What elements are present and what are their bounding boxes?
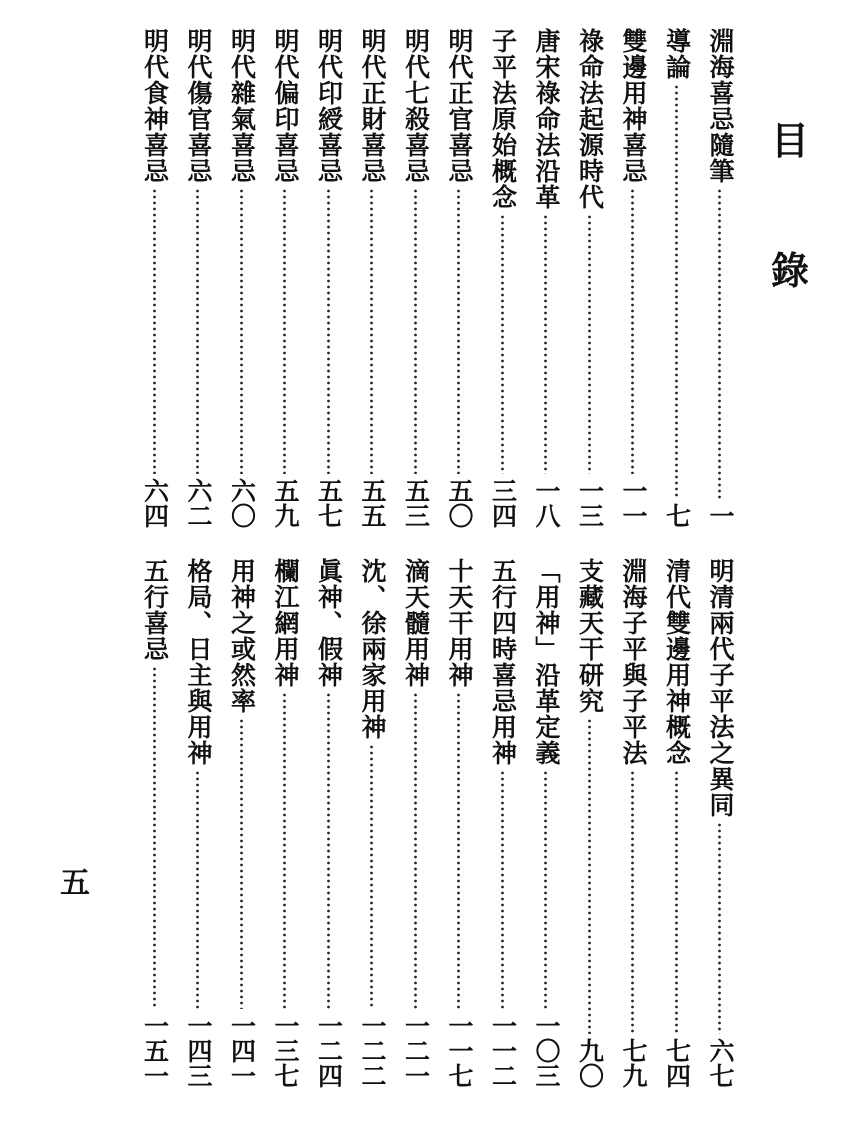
toc-dot-leader: [327, 692, 330, 1009]
toc-entry-title: 明代七殺喜忌: [401, 28, 431, 184]
toc-entry-page: 六四: [140, 478, 170, 528]
toc-entry: [439, 28, 479, 528]
toc-dot-leader: [153, 188, 156, 474]
toc-entry: [700, 28, 740, 528]
toc-entry-page: 一一: [619, 478, 648, 528]
toc-entry: [613, 558, 653, 1088]
toc-heading-char-1: 目: [770, 119, 809, 163]
toc-entry: [309, 28, 349, 528]
toc-entry-page: 一二二: [358, 1013, 387, 1088]
toc-entry-page: 六二: [184, 478, 213, 528]
toc-entry-page: 一四三: [184, 1013, 213, 1088]
toc-entry-title: 唐宋祿命法沿革: [532, 28, 561, 210]
toc-entry-title: 眞神、假神: [314, 558, 344, 688]
toc-entry-page: 六七: [706, 1038, 735, 1088]
toc-dot-leader: [370, 188, 373, 474]
toc-entry-title: 「用神」沿革定義: [532, 558, 561, 766]
toc-dot-leader: [631, 770, 634, 1034]
toc-entry-page: 一五一: [140, 1013, 170, 1088]
toc-entry-title: 明代雜氣喜忌: [227, 28, 257, 184]
toc-entry: [657, 558, 697, 1088]
toc-entry-page: 五三: [401, 478, 431, 528]
toc-dot-leader: [544, 214, 547, 474]
toc-dot-leader: [501, 770, 504, 1009]
toc-dot-leader: [283, 188, 286, 474]
toc-entry-title: 明代印綬喜忌: [314, 28, 344, 184]
toc-entry: [178, 28, 218, 528]
toc-entry-title: 明代傷官喜忌: [184, 28, 213, 184]
toc-entry: [613, 28, 653, 528]
toc-entry: [135, 28, 175, 528]
toc-dot-leader: [240, 188, 243, 474]
toc-entry-title: 支藏天干研究: [575, 558, 605, 714]
toc-entry: [135, 558, 175, 1088]
toc-entry-page: 一: [706, 503, 735, 528]
toc-entry: [265, 558, 305, 1088]
toc-dot-leader: [675, 84, 678, 499]
toc-entry-page: 一二四: [314, 1013, 344, 1088]
toc-entry-page: 五九: [271, 478, 300, 528]
toc-dot-leader: [240, 718, 243, 1009]
toc-entry-title: 格局、日主與用神: [184, 558, 213, 766]
toc-dot-leader: [153, 666, 156, 1009]
toc-entry-title: 導論: [662, 28, 692, 80]
toc-entry-title: 祿命法起源時代: [575, 28, 605, 210]
toc-entry-page: 一四一: [227, 1013, 257, 1088]
toc-entry-title: 淵海子平與子平法: [619, 558, 648, 766]
toc-dot-leader: [718, 822, 721, 1034]
toc-entry-page: 五七: [314, 478, 344, 528]
toc-dot-leader: [414, 692, 417, 1009]
toc-entry: [178, 558, 218, 1088]
toc-entry: [439, 558, 479, 1088]
toc-entry-page: 三四: [488, 478, 518, 528]
toc-entry: [222, 558, 262, 1088]
toc-dot-leader: [457, 692, 460, 1009]
toc-entry-title: 明代食神喜忌: [140, 28, 170, 184]
toc-entry-title: 滴天髓用神: [401, 558, 431, 688]
toc-section-top: [0, 28, 860, 528]
toc-entry-page: 一三: [575, 478, 605, 528]
toc-entry-page: 六〇: [227, 478, 257, 528]
toc-dot-leader: [631, 188, 634, 474]
toc-dot-leader: [414, 188, 417, 474]
toc-entry-title: 五行四時喜忌用神: [488, 558, 518, 766]
toc-section-bottom: [0, 558, 860, 1088]
toc-entry-title: 清代雙邊用神概念: [662, 558, 692, 766]
toc-entry: [483, 558, 523, 1088]
toc-entry: [396, 558, 436, 1088]
toc-entry-page: 五〇: [445, 478, 474, 528]
toc-dot-leader: [544, 770, 547, 1009]
toc-entry: [483, 28, 523, 528]
toc-heading-char-2: 錄: [770, 249, 809, 293]
toc-entry: [396, 28, 436, 528]
toc-entry-page: 五五: [358, 478, 387, 528]
toc-entry-title: 明清兩代子平法之異同: [706, 558, 735, 818]
toc-entry: [526, 558, 566, 1088]
toc-dot-leader: [588, 214, 591, 474]
toc-entry-page: 一二一: [401, 1013, 431, 1088]
toc-entry: [309, 558, 349, 1088]
page-number: 五: [60, 866, 90, 901]
toc-dot-leader: [196, 770, 199, 1009]
toc-dot-leader: [196, 188, 199, 474]
toc-entry-title: 十天干用神: [445, 558, 474, 688]
toc-entry-title: 明代偏印喜忌: [271, 28, 300, 184]
toc-entry: [352, 28, 392, 528]
toc-dot-leader: [327, 188, 330, 474]
toc-entry-title: 用神之或然率: [227, 558, 257, 714]
toc-dot-leader: [283, 692, 286, 1009]
toc-entry: [265, 28, 305, 528]
toc-entry-page: 一一二: [488, 1013, 518, 1088]
toc-entry: [222, 28, 262, 528]
toc-entry-title: 欄江網用神: [271, 558, 300, 688]
toc-entry-title: 淵海喜忌隨筆: [706, 28, 735, 184]
toc-entry: [570, 28, 610, 528]
toc-entry-page: 七四: [662, 1038, 692, 1088]
toc-dot-leader: [370, 744, 373, 1009]
toc-entry-page: 七九: [619, 1038, 648, 1088]
toc-dot-leader: [457, 188, 460, 474]
toc-entry: [526, 28, 566, 528]
toc-entry: [657, 28, 697, 528]
toc-entry-page: 九〇: [575, 1038, 605, 1088]
toc-entry-page: 一三七: [271, 1013, 300, 1088]
toc-entry: [352, 558, 392, 1088]
toc-entry-title: 明代正財喜忌: [358, 28, 387, 184]
toc-entry-title: 子平法原始概念: [488, 28, 518, 210]
toc-dot-leader: [501, 214, 504, 474]
toc-entry-title: 雙邊用神喜忌: [619, 28, 648, 184]
toc-entry: [700, 558, 740, 1088]
toc-entry-title: 五行喜忌: [140, 558, 170, 662]
toc-entry-page: 一一七: [445, 1013, 474, 1088]
toc-dot-leader: [588, 718, 591, 1034]
toc-entry-title: 沈、徐兩家用神: [358, 558, 387, 740]
toc-entry-page: 七: [662, 503, 692, 528]
toc-entry-page: 一八: [532, 478, 561, 528]
toc-entry: [570, 558, 610, 1088]
toc-entry-title: 明代正官喜忌: [445, 28, 474, 184]
toc-entry-page: 一〇三: [532, 1013, 561, 1088]
toc-dot-leader: [675, 770, 678, 1034]
toc-dot-leader: [718, 188, 721, 499]
